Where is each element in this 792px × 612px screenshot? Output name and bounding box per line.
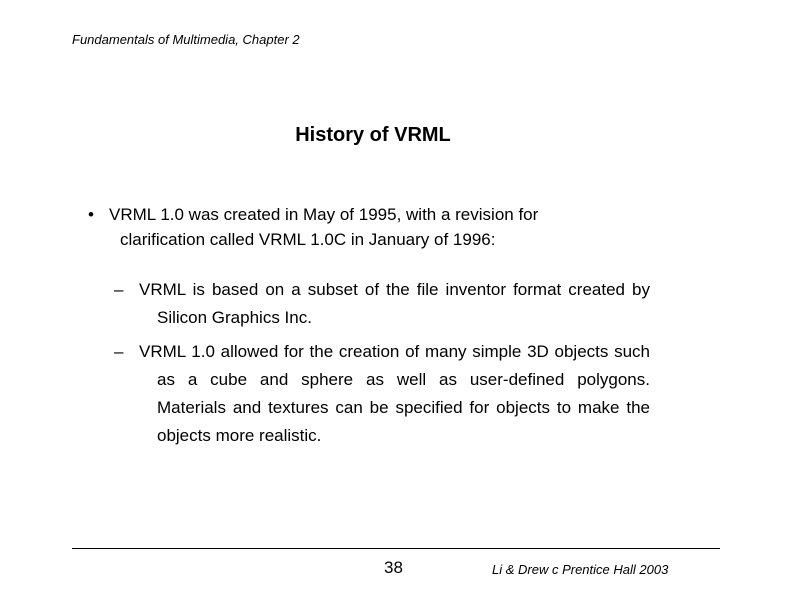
sub-bullet-text: VRML is based on a subset of the file inventor format created by Silicon Graphics Inc. <box>139 280 650 327</box>
sub-bullet-text: VRML 1.0 allowed for the creation of many simple 3D objects such as a cube and sphere as well as user-defined polygons. Materials and textures can be specified for objects to make the objects more realistic. <box>139 342 650 445</box>
bullet-text: VRML 1.0 was created in May of 1995, with a revision for clarification called VRML 1.0C in January of 1996: <box>109 205 539 249</box>
running-header: Fundamentals of Multimedia, Chapter 2 <box>72 32 300 47</box>
bullet-item <box>88 202 628 252</box>
sub-bullet-item <box>114 338 650 450</box>
bullet-marker: • <box>88 205 94 224</box>
page-number: 38 <box>384 558 403 577</box>
sub-bullet-marker: – <box>114 280 124 299</box>
sub-bullet-marker: – <box>114 342 124 361</box>
footer-credit: Li & Drew c Prentice Hall 2003 <box>492 562 669 577</box>
sub-bullet-item <box>114 276 650 332</box>
slide-title: History of VRML <box>295 124 451 146</box>
footer-divider <box>72 548 720 549</box>
